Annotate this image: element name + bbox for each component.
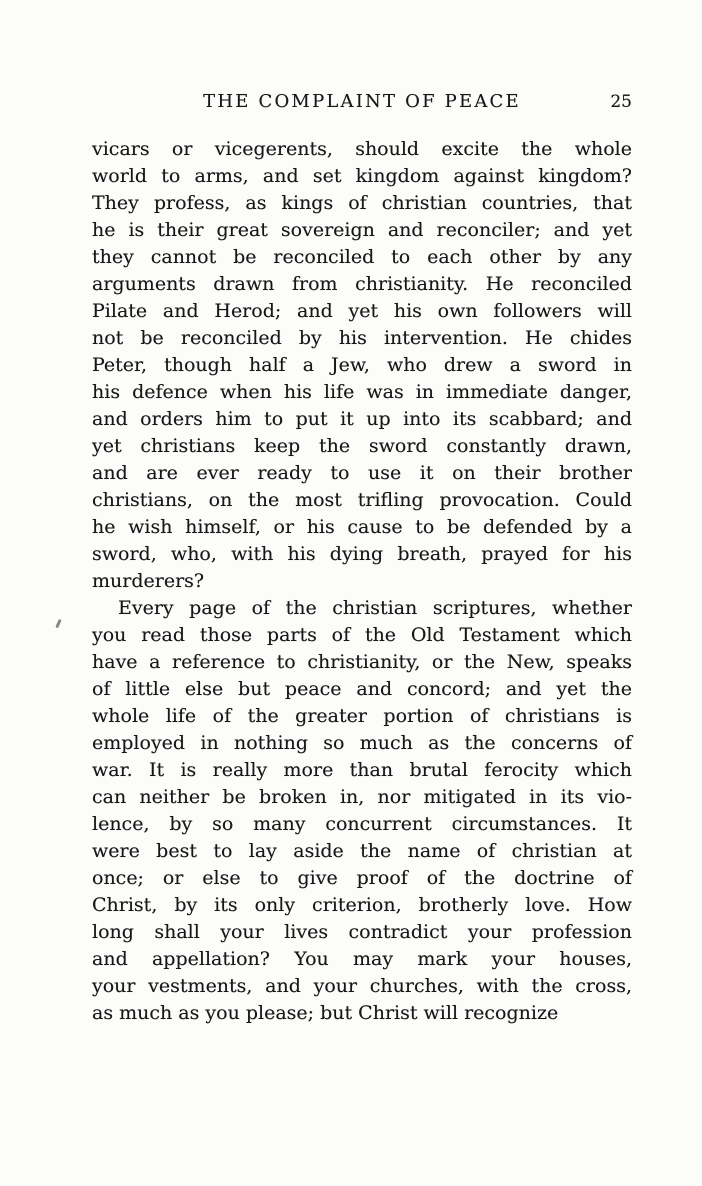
running-title: THE COMPLAINT OF PEACE [203,91,521,112]
text-line: once; or else to give proof of the doctrine of [92,867,632,889]
text-line: your vestments, and your churches, with the cross, [92,975,632,997]
text-line: long shall your lives contradict your profession [92,921,632,943]
text-line: Pilate and Herod; and yet his own followers will [92,300,632,322]
text-line: world to arms, and set kingdom against kingdom? [92,165,632,187]
text-line: war. It is really more than brutal ferocity which [92,759,632,781]
text-line: his defence when his life was in immediate danger, [92,381,632,403]
text-line: as much as you please; but Christ will recognize [92,1002,559,1024]
text-line: Peter, though half a Jew, who drew a sword in [92,354,632,376]
text-line: They profess, as kings of christian countries, that [92,192,632,214]
text-line: sword, who, with his dying breath, prayed for his [92,543,632,565]
text-line: can neither be broken in, nor mitigated in its vio- [92,786,632,808]
text-line: vicars or vicegerents, should excite the whole [92,138,632,160]
text-line: arguments drawn from christianity. He reconciled [92,273,632,295]
page-number: 25 [610,92,632,112]
text-line: have a reference to christianity, or the New, speaks [92,651,632,673]
text-line: they cannot be reconciled to each other by any [92,246,632,268]
text-line: whole life of the greater portion of christians is [92,705,632,727]
text-line: employed in nothing so much as the concerns of [92,732,632,754]
text-line: Christ, by its only criterion, brotherly love. How [92,894,632,916]
text-line: lence, by so many concurrent circumstances. It [92,813,632,835]
text-line: and are ever ready to use it on their brother [92,462,632,484]
text-line: murderers? [92,570,205,592]
text-line: Every page of the christian scriptures, whether [118,597,632,619]
text-line: christians, on the most trifling provocation. Could [92,489,632,511]
text-line: you read those parts of the Old Testament which [92,624,632,646]
page-body [92,136,632,1027]
text-line: yet christians keep the sword constantly drawn, [92,435,632,457]
text-line: he wish himself, or his cause to be defended by a [92,516,632,538]
text-line: he is their great sovereign and reconciler; and yet [92,219,632,241]
scan-speck [55,619,61,628]
text-line: of little else but peace and concord; and yet the [92,678,632,700]
text-line: and appellation? You may mark your houses, [92,948,632,970]
text-line: not be reconciled by his intervention. He chides [92,327,632,349]
text-line: were best to lay aside the name of christian at [92,840,632,862]
text-line: and orders him to put it up into its scabbard; and [92,408,632,430]
page-header [92,91,632,112]
